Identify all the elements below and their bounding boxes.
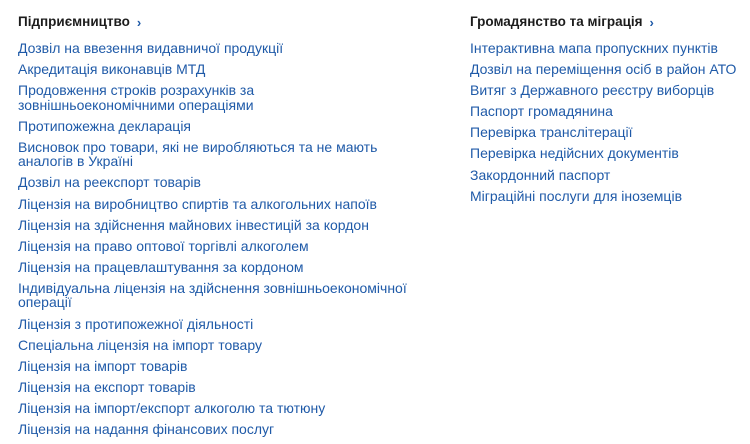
citizenship-migration-heading-label: Громадянство та міграція — [470, 13, 643, 29]
service-link[interactable]: Акредитація виконавців МТД — [18, 61, 206, 78]
service-link[interactable]: Ліцензія на право оптової торгівлі алкоголем — [18, 237, 309, 254]
chevron-right-icon: › — [136, 14, 142, 30]
service-link[interactable]: Витяг з Державного реєстру виборців — [470, 82, 715, 99]
service-link[interactable]: Перевірка недійсних документів — [470, 145, 679, 162]
citizenship-migration-list — [470, 38, 745, 207]
service-link[interactable]: Ліцензія з протипожежної діяльності — [18, 315, 254, 332]
service-link[interactable]: Ліцензія на експорт товарів — [18, 378, 196, 395]
service-link[interactable]: Інтерактивна мапа пропускних пунктів — [470, 40, 718, 56]
citizenship-migration-heading[interactable] — [470, 11, 745, 31]
service-link[interactable]: Ліцензія на виробництво спиртів та алкогольних напоїв — [18, 195, 377, 212]
entrepreneurship-heading[interactable] — [18, 11, 438, 31]
entrepreneurship-heading-label: Підприємництво — [18, 13, 130, 29]
service-link[interactable]: Спеціальна ліцензія на імпорт товару — [18, 336, 262, 353]
entrepreneurship-column — [18, 0, 438, 440]
service-link[interactable]: Індивідуальна ліцензія на здійснення зовнішньоекономічної операції — [18, 279, 407, 311]
service-link[interactable]: Ліцензія на імпорт товарів — [18, 357, 188, 374]
service-link[interactable]: Ліцензія на надання фінансових послуг — [18, 421, 275, 437]
service-link[interactable]: Дозвіл на ввезення видавничої продукції — [18, 40, 284, 56]
chevron-right-icon: › — [649, 14, 654, 30]
service-link[interactable]: Міграційні послуги для іноземців — [470, 187, 683, 204]
service-link[interactable]: Продовження строків розрахунків за зовнішньоекономічними операціями — [18, 82, 255, 113]
citizenship-migration-column — [470, 0, 745, 207]
service-link[interactable]: Висновок про товари, які не виробляються та не мають аналогів в Україні — [18, 138, 378, 170]
service-link[interactable]: Закордонний паспорт — [470, 166, 611, 183]
service-link[interactable]: Ліцензія на працевлаштування за кордоном — [18, 258, 304, 275]
service-link[interactable]: Паспорт громадянина — [470, 103, 613, 120]
service-link[interactable]: Перевірка транслітерації — [470, 124, 633, 141]
service-link[interactable]: Ліцензія на імпорт/експорт алкоголю та тютюну — [18, 399, 326, 416]
service-link[interactable]: Ліцензія на здійснення майнових інвестицій за кордон — [18, 216, 369, 233]
service-link[interactable]: Дозвіл на реекспорт товарів — [18, 174, 201, 191]
entrepreneurship-list — [18, 38, 438, 440]
service-link[interactable]: Дозвіл на переміщення осіб в район АТО — [470, 61, 737, 78]
service-link[interactable]: Протипожежна декларація — [18, 117, 192, 134]
